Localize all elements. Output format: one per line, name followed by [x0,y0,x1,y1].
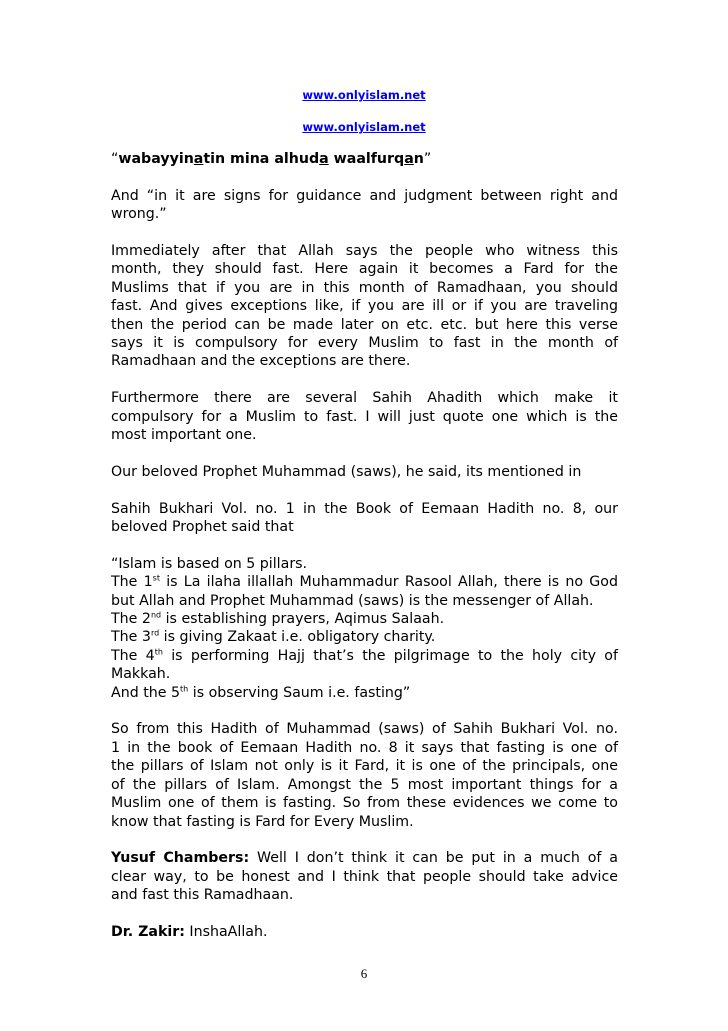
text-line: of the pillars of Islam. Amongst the 5 most important things for a [111,776,618,793]
ordinal-suffix: th [180,683,189,693]
quote-part: n [413,151,424,167]
pillar-prefix: The 1 [111,574,153,591]
text-line: fast. And gives exceptions like, if you are ill or if you are traveling [111,298,618,315]
ordinal-suffix: st [152,573,160,583]
pillar-text: is performing Hajj that’s the pilgrimage to the holy city of [162,647,618,664]
text-line: then the period can be made later on etc. etc. but here this verse [111,316,618,333]
text-line [111,923,618,941]
prophet-paragraph [111,463,618,481]
text-line: Furthermore there are several Sahih Ahadith which make it [111,390,618,407]
text-line: Our beloved Prophet Muhammad (saws), he said, its mentioned in [111,463,582,480]
speech-text: Well I don’t think it can be put in a much of a [249,850,618,867]
text-line: most important one. [111,427,257,444]
pillar-text: is establishing prayers, Aqimus Salaah. [161,611,445,628]
text-line: Sahih Bukhari Vol. no. 1 in the Book of Eemaan Hadith no. 8, our [111,500,618,517]
ordinal-suffix: th [154,647,163,657]
ordinal-suffix: nd [150,610,162,620]
text-line: So from this Hadith of Muhammad (saws) of Sahih Bukhari Vol. no. [111,721,618,738]
text-line: compulsory for a Muslim to fast. I will just quote one which is the [111,408,618,425]
pillars-hadith [111,555,618,702]
pillar-1-line [111,573,618,591]
yusuf-chambers-paragraph [111,849,618,904]
text-line: Immediately after that Allah says the people who witness this [111,243,618,259]
pillar-4-line-2: Makkah. [111,666,171,683]
pillar-prefix: The 3 [111,629,151,646]
pillar-prefix: The 4 [111,647,155,664]
so-from-paragraph [111,720,618,830]
quote-open: “ [111,151,119,167]
text-line: Muslim one of them is fasting. So from these evidences we come to [111,795,618,812]
speaker-name: Yusuf Chambers: [111,850,250,867]
pillar-text: is giving Zakaat i.e. obligatory charity. [159,629,436,646]
pillar-5-line [111,684,618,702]
quote-underlined: a [319,151,329,167]
speech-text: InshaAllah. [184,923,268,940]
pillars-intro: “Islam is based on 5 pillars. [111,555,308,572]
pillar-1-line-2: but Allah and Prophet Muhammad (saws) is the messenger of Allah. [111,592,594,609]
quote-part: wabayyin [118,151,194,167]
page-number: 6 [360,966,368,981]
text-line: wrong.” [111,206,167,223]
dr-zakir-paragraph [111,923,618,941]
text-line: beloved Prophet said that [111,519,294,536]
ordinal-suffix: rd [150,628,160,638]
pillar-2-line [111,610,618,628]
pillar-prefix: The 2 [111,611,151,628]
quote-close: ” [423,151,432,167]
text-line: 1 in the book of Eemaan Hadith no. 8 it says that fasting is one of [111,739,618,756]
pillar-4-line [111,647,618,665]
translation-paragraph [111,187,618,224]
pillar-text: is observing Saum i.e. fasting” [188,684,411,701]
document-body [111,150,618,941]
text-line: clear way, to be honest and I think that people should take advice [111,868,618,885]
text-line: the pillars of Islam not only is it Fard, it is one of the principals, one [111,758,618,775]
bukhari-paragraph [111,500,618,537]
quote-part: tin mina alhud [203,151,320,167]
text-line: And “in it are signs for guidance and judgment between right and [111,187,618,204]
header-website-link-2[interactable]: www.onlyislam.net [302,120,426,134]
furthermore-paragraph [111,389,618,444]
text-line: month, they should fast. Here again it becomes a Fard for the [111,261,618,278]
immediately-paragraph [111,242,618,371]
text-line [111,849,618,867]
text-line: Muslims that if you are in this month of Ramadhaan, you should [111,279,618,296]
quote-underlined: a [404,151,414,167]
arabic-quote [111,150,618,168]
text-line: Ramadhaan and the exceptions are there. [111,353,411,370]
pillar-3-line [111,628,618,646]
text-line: says it is compulsory for every Muslim to fast in the month of [111,335,618,352]
text-line: and fast this Ramadhaan. [111,887,294,904]
quote-underlined: a [193,151,204,167]
pillar-text: is La ilaha illallah Muhammadur Rasool Allah, there is no God [159,574,618,591]
speaker-name: Dr. Zakir: [111,923,185,940]
pillar-prefix: And the 5 [111,684,181,701]
text-line: know that fasting is Fard for Every Muslim. [111,813,414,830]
quote-part: waalfurq [328,151,405,167]
header-website-link[interactable]: www.onlyislam.net [302,88,426,102]
